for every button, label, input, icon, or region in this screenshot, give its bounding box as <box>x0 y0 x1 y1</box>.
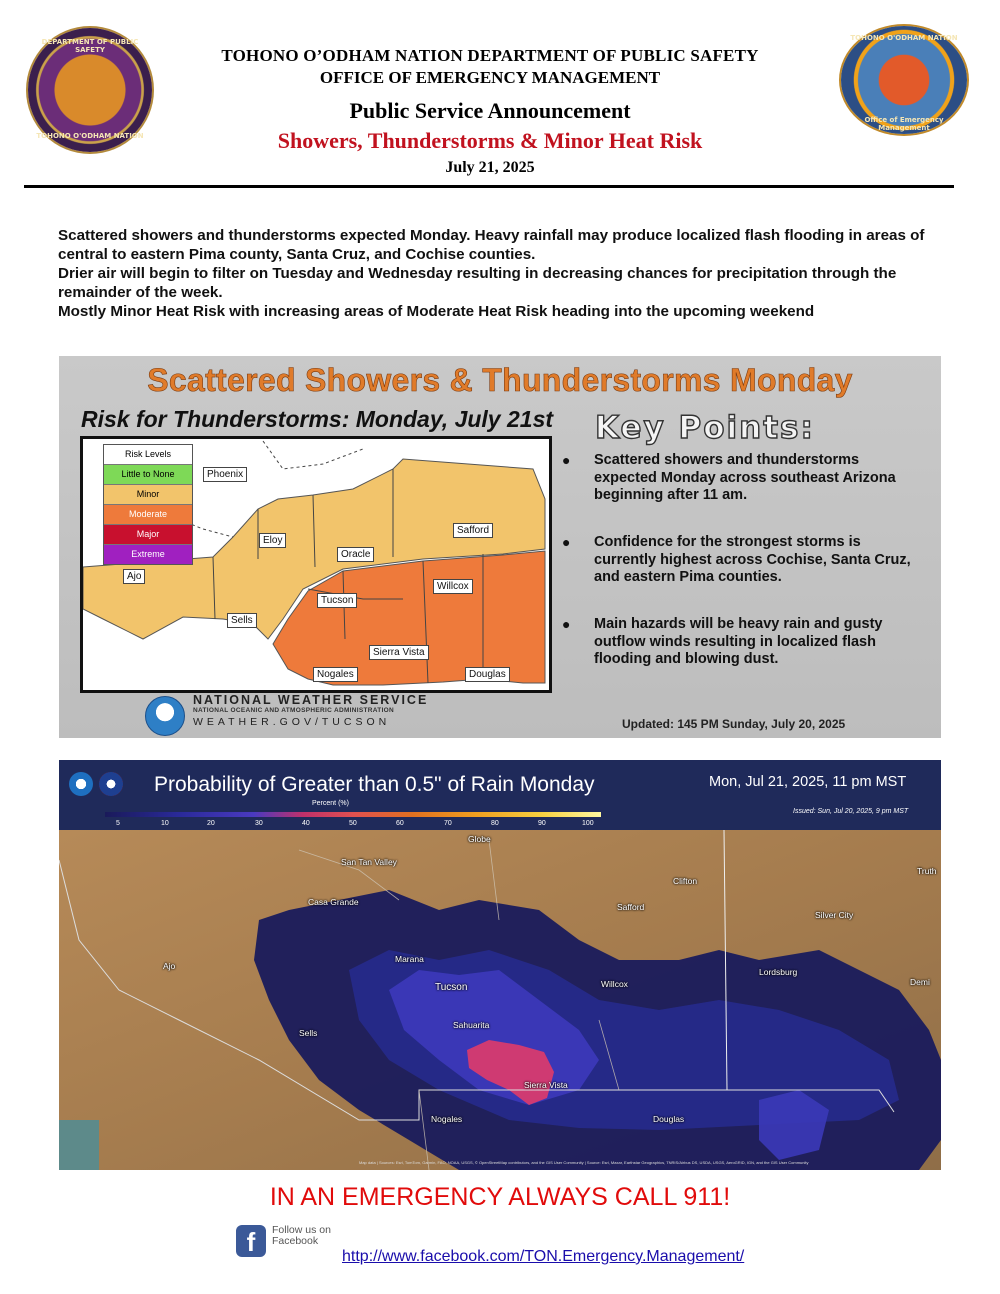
map-label-lordsburg: Lordsburg <box>759 967 798 977</box>
noaa-logo-icon <box>69 772 93 796</box>
thunderstorm-risk-graphic <box>59 356 941 738</box>
psa-title: Public Service Announcement <box>349 98 631 123</box>
colorbar-tick: 90 <box>538 820 546 827</box>
map-label-tucson: Tucson <box>435 982 468 993</box>
legend-extreme: Extreme <box>104 544 192 564</box>
announcement-body <box>58 226 948 321</box>
map-label-willcox: Willcox <box>433 579 473 594</box>
key-point-3-text: Main hazards will be heavy rain and gusty outflow winds resulting in localized flash flooding and blowing dust. <box>594 616 883 667</box>
map-label-sierra-vista: Sierra Vista <box>369 645 429 660</box>
legend-minor: Minor <box>104 484 192 504</box>
map-label-casa-grande: Casa Grande <box>308 897 359 907</box>
colorbar-tick: 60 <box>396 820 404 827</box>
nws-name: NATIONAL WEATHER SERVICE <box>193 693 429 707</box>
body-paragraph-2: Drier air will begin to filter on Tuesday and Wednesday resulting in decreasing chances for precipitation through the remainder of the week. <box>58 265 897 301</box>
key-point-1-text: Scattered showers and thunderstorms expected Monday across southeast Arizona beginning after 11 am. <box>594 452 896 503</box>
map-label-truth: Truth <box>917 866 937 876</box>
map-label-safford: Safford <box>617 902 645 912</box>
colorbar-tick: 40 <box>302 820 310 827</box>
header-rule <box>24 185 954 188</box>
bullet-icon: ● <box>562 534 571 550</box>
body-paragraph-3: Mostly Minor Heat Risk with increasing areas of Moderate Heat Risk heading into the upcoming weekend <box>58 303 815 320</box>
map-label-safford: Safford <box>453 523 493 538</box>
map-label-silver-city: Silver City <box>815 910 854 920</box>
colorbar-tick: 5 <box>116 820 120 827</box>
colorbar-label: Percent (%) <box>312 800 349 807</box>
map-attribution: Map data | Sources: Esri, TomTom, Garmin, FAO, NOAA, USGS, © OpenStreetMap contributors, and the GIS User Community | Source: Esri, Maxar, Earthstar Geographics, TNRIS/Airbus DS, USDA, USGS, AeroGRID, IGN, and the GIS User Community <box>359 1160 809 1165</box>
emergency-notice: IN AN EMERGENCY ALWAYS CALL 911! <box>269 1183 731 1211</box>
colorbar-tick: 80 <box>491 820 499 827</box>
key-point-2-text: Confidence for the strongest storms is currently highest across Cochise, Santa Cruz, and eastern Pima counties. <box>594 534 911 585</box>
map-label-eloy: Eloy <box>259 533 286 548</box>
bullet-icon: ● <box>562 616 571 632</box>
colorbar-tick: 10 <box>161 820 169 827</box>
key-point-1 <box>562 452 914 505</box>
map-label-sahuarita: Sahuarita <box>453 1020 490 1030</box>
map-label-sells: Sells <box>227 613 257 628</box>
colorbar <box>105 812 601 817</box>
oem-seal-logo <box>841 26 967 134</box>
map-label-phoenix: Phoenix <box>203 467 247 482</box>
map-label-nogales: Nogales <box>313 667 358 682</box>
map-label-globe: Globe <box>468 834 491 844</box>
key-point-2 <box>562 534 914 587</box>
nws-logo-icon <box>99 772 123 796</box>
announcement-date: July 21, 2025 <box>445 159 535 176</box>
risk-map <box>80 436 552 693</box>
map-label-deming: Demi <box>910 977 930 987</box>
legend-little-to-none: Little to None <box>104 464 192 484</box>
map-label-ajo: Ajo <box>123 569 145 584</box>
key-points-title: Key Points: <box>595 410 815 446</box>
colorbar-tick: 50 <box>349 820 357 827</box>
legend-major: Major <box>104 524 192 544</box>
map-label-ajo: Ajo <box>163 961 176 971</box>
org-line-1: TOHONO O’ODHAM NATION DEPARTMENT OF PUBLIC SAFETY <box>221 46 759 65</box>
graphic1-subtitle: Risk for Thunderstorms: Monday, July 21st <box>81 406 554 432</box>
map-label-nogales: Nogales <box>431 1114 463 1124</box>
seal-right-bottom-text: Office of Emergency Management <box>864 116 944 132</box>
seal-left-text: DEPARTMENT OF PUBLIC SAFETY <box>41 38 139 54</box>
risk-legend <box>103 444 193 565</box>
graphic2-issued-time: Issued: Sun, Jul 20, 2025, 9 pm MST <box>793 808 909 815</box>
colorbar-tick: 20 <box>207 820 215 827</box>
facebook-icon[interactable]: f <box>236 1225 266 1257</box>
map-label-san-tan-valley: San Tan Valley <box>341 857 397 867</box>
map-label-douglas: Douglas <box>465 667 510 682</box>
bullet-icon: ● <box>562 452 571 468</box>
key-point-3 <box>562 616 914 669</box>
graphic2-title: Probability of Greater than 0.5" of Rain Monday <box>154 773 595 796</box>
map-label-willcox: Willcox <box>601 979 628 989</box>
seal-left-bottom-text: TOHONO O'ODHAM NATION <box>36 132 144 140</box>
map-label-marana: Marana <box>395 954 424 964</box>
map-label-tucson: Tucson <box>317 593 357 608</box>
map-label-clifton: Clifton <box>673 876 698 886</box>
colorbar-tick: 70 <box>444 820 452 827</box>
graphic2-valid-time: Mon, Jul 21, 2025, 11 pm MST <box>709 774 907 790</box>
graphic1-title: Scattered Showers & Thunderstorms Monday <box>147 362 853 398</box>
dps-seal-logo <box>28 28 152 152</box>
nws-url: WEATHER.GOV/TUCSON <box>193 716 391 728</box>
seal-right-text: TOHONO O'ODHAM NATION <box>850 34 958 42</box>
nws-subtitle: NATIONAL OCEANIC AND ATMOSPHERIC ADMINISTRATION <box>193 707 395 714</box>
map-label-oracle: Oracle <box>337 547 374 562</box>
map-label-sells: Sells <box>299 1028 318 1038</box>
headline: Showers, Thunderstorms & Minor Heat Risk <box>277 128 703 153</box>
facebook-follow-text: Follow us on Facebook <box>272 1224 331 1247</box>
map-label-sierra-vista: Sierra Vista <box>524 1080 568 1090</box>
body-paragraph-1: Scattered showers and thunderstorms expected Monday. Heavy rainfall may produce localized flash flooding in areas of central to eastern Pima county, Santa Cruz, and Cochise counties. <box>58 227 925 263</box>
legend-moderate: Moderate <box>104 504 192 524</box>
org-line-2: OFFICE OF EMERGENCY MANAGEMENT <box>319 68 661 87</box>
legend-title: Risk Levels <box>124 449 171 459</box>
noaa-logo-icon <box>145 696 185 736</box>
updated-timestamp: Updated: 145 PM Sunday, July 20, 2025 <box>622 717 846 731</box>
facebook-link[interactable]: http://www.facebook.com/TON.Emergency.Management/ <box>342 1248 745 1265</box>
colorbar-tick: 100 <box>582 820 594 827</box>
map-label-douglas: Douglas <box>653 1114 685 1124</box>
rain-probability-graphic <box>59 760 941 1170</box>
colorbar-tick: 30 <box>255 820 263 827</box>
